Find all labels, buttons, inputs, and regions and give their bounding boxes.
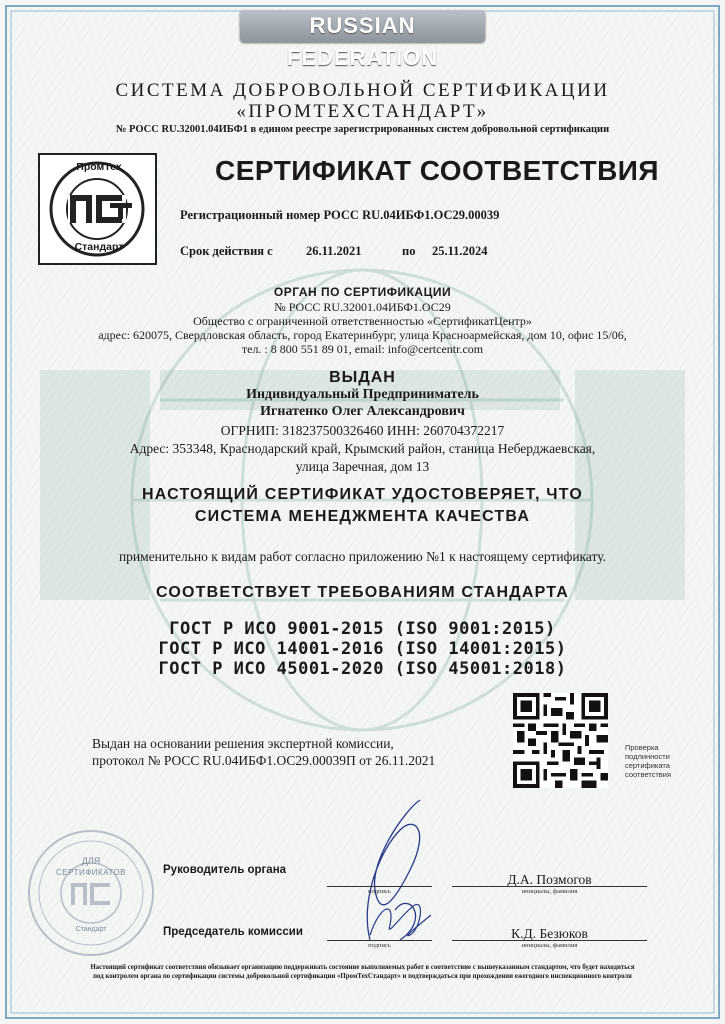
- cert-body-contacts: тел. : 8 800 551 89 01, email: info@certcentr.com: [241, 342, 484, 356]
- cert-body-name: Общество с ограниченной ответственностью «СертификатЦентр»: [193, 314, 532, 328]
- footer-note: [0, 963, 725, 981]
- footer-line2: под контролем органа по сертификации системы добровольной сертификации «ПромТехСтандарт» и подтверждаться при прохождении ежегодного инспекционного контроля: [93, 973, 632, 980]
- stamp-bottom-text: Стандарт: [75, 926, 107, 933]
- country-banner: [240, 10, 485, 70]
- signature-role-1: Руководитель органа: [163, 864, 287, 876]
- signature-line-1: [327, 886, 432, 887]
- issued-heading: ВЫДАН: [329, 369, 396, 386]
- issued-name: Игнатенко Олег Александрович: [260, 404, 465, 419]
- system-registry-number: № РОСС RU.32001.04ИБФ1 в едином реестре зарегистрированных систем добровольной сертификации: [115, 124, 610, 135]
- registration-number: [180, 208, 499, 223]
- name-line-2: [452, 940, 647, 941]
- issued-type: Индивидуальный Предприниматель: [246, 387, 479, 402]
- validity-period: [180, 244, 488, 259]
- issued-ids: ОГРНИП: 318237500326460 ИНН: 260704372217: [220, 423, 505, 438]
- stamp-seal-icon: [26, 828, 156, 958]
- logo-bottom-text: Стандарт: [74, 241, 124, 253]
- system-name-line2: «ПРОМТЕХСТАНДАРТ»: [236, 101, 489, 122]
- valid-from: 26.11.2021: [306, 244, 362, 258]
- valid-label: Срок действия с: [180, 244, 273, 258]
- stamp-middle-text: СЕРТИФИКАТОВ: [55, 868, 126, 877]
- reg-label: Регистрационный номер: [180, 208, 321, 222]
- cert-body-number: № РОСС RU.32001.04ИБФ1.ОС29: [274, 300, 451, 314]
- name-caption-1: инициалы, фамилия: [521, 888, 578, 895]
- valid-to: 25.11.2024: [432, 244, 488, 258]
- issued-address-line2: улица Заречная, дом 13: [295, 459, 430, 474]
- footer-line1: Настоящий сертификат соответствия обязывает организацию поддерживать состояние выполняемых работ в соответствие с вышеуказанным стандартом, что будет находиться: [90, 964, 635, 971]
- signature-line-2: [327, 940, 432, 941]
- logo-top-text: ПромТех: [76, 161, 122, 173]
- name-caption-2: инициалы, фамилия: [521, 942, 578, 949]
- valid-to-label: по: [402, 244, 416, 258]
- statement-line2: СИСТЕМА МЕНЕДЖМЕНТА КАЧЕСТВА: [194, 508, 531, 525]
- reg-number: РОСС RU.04ИБФ1.ОС29.00039: [323, 208, 500, 222]
- system-name-line1: СИСТЕМА ДОБРОВОЛЬНОЙ СЕРТИФИКАЦИИ: [115, 80, 610, 101]
- verification-qr-code[interactable]: [513, 693, 608, 788]
- stamp-top-text: ДЛЯ: [81, 856, 101, 866]
- name-line-1: [452, 886, 647, 887]
- cert-body-heading: ОРГАН ПО СЕРТИФИКАЦИИ: [273, 285, 452, 299]
- basis-line2: протокол № РОСС RU.04ИБФ1.ОС29.00039П от 26.11.2021: [92, 753, 436, 768]
- signature-mark-2: [365, 895, 435, 945]
- standard-3: ГОСТ Р ИСО 45001-2020 (ISO 45001:2018): [158, 659, 567, 679]
- qr-caption-line3: сертификата: [625, 761, 670, 770]
- qr-caption-line4: соответствия: [625, 770, 672, 779]
- cert-body-address: адрес: 620075, Свердловская область, город Екатеринбург, улица Красноармейская, дом 10, офис 15/06,: [98, 328, 627, 342]
- signature-role-2: Председатель комиссии: [163, 926, 303, 938]
- official-stamp: [26, 828, 156, 958]
- basis-line1: Выдан на основании решения экспертной комиссии,: [92, 736, 394, 751]
- signatory-name-2: К.Д. Безюков: [511, 926, 588, 941]
- standard-1: ГОСТ Р ИСО 9001-2015 (ISO 9001:2015): [169, 619, 556, 639]
- signature-caption-2: подпись: [368, 942, 391, 949]
- promtech-logo: [38, 153, 157, 265]
- qr-caption-line2: подлинности: [625, 752, 670, 761]
- banner-text: RUSSIAN FEDERATION: [286, 13, 439, 70]
- statement-line1: НАСТОЯЩИЙ СЕРТИФИКАТ УДОСТОВЕРЯЕТ, ЧТО: [142, 486, 583, 503]
- statement-scope: применительно к видам работ согласно приложению №1 к настоящему сертификату.: [118, 549, 607, 564]
- signature-caption-1: подпись: [368, 888, 391, 895]
- issued-address-line1: Адрес: 353348, Краснодарский край, Крымский район, станица Неберджаевская,: [129, 441, 596, 456]
- standard-2: ГОСТ Р ИСО 14001-2016 (ISO 14001:2015): [158, 639, 567, 659]
- certificate-title: СЕРТИФИКАТ СООТВЕТСТВИЯ: [215, 155, 660, 186]
- signatory-name-1: Д.А. Позмогов: [507, 872, 592, 887]
- qr-code-icon: [513, 693, 608, 788]
- qr-caption: [625, 743, 671, 779]
- compliance-heading: СООТВЕТСТВУЕТ ТРЕБОВАНИЯМ СТАНДАРТА: [155, 584, 569, 601]
- qr-caption-line1: Проверка: [625, 743, 659, 752]
